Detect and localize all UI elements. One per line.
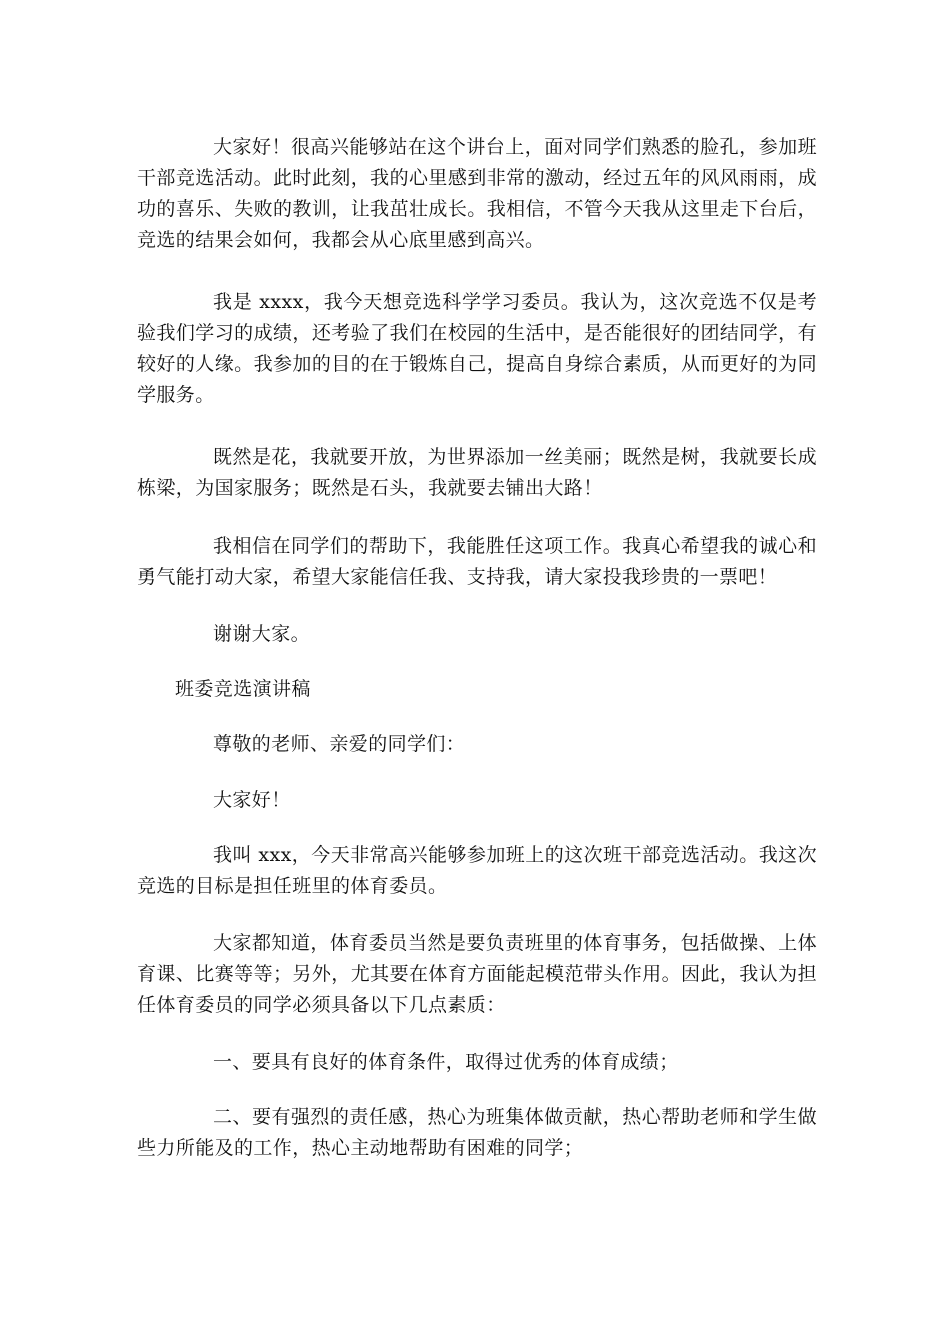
paragraph-greeting: 大家好！很高兴能够站在这个讲台上，面对同学们熟悉的脸孔，参加班干部竞选活动。此时此刻，我的心里感到非常的激动，经过五年的风风雨雨，成功的喜乐、失败的教训，让我茁壮成长。我相信，不管今天我从这里走下台后，竞选的结果会如何，我都会从心底里感到高兴。 [137, 136, 817, 251]
paragraph-self-introduction: 我叫 xxx，今天非常高兴能够参加班上的这次班干部竞选活动。我这次竞选的目标是担任班里的体育委员。 [137, 844, 817, 897]
paragraph-thanks: 谢谢大家。 [213, 623, 311, 645]
paragraph-metaphor: 既然是花，我就要开放，为世界添加一丝美丽；既然是树，我就要长成栋梁，为国家服务；既然是石头，我就要去铺出大路！ [137, 446, 817, 499]
paragraph-salutation: 尊敬的老师、亲爱的同学们： [213, 733, 466, 755]
paragraph-responsibilities: 大家都知道，体育委员当然是要负责班里的体育事务，包括做操、上体育课、比赛等等；另外，尤其要在体育方面能起模范带头作用。因此，我认为担任体育委员的同学必须具备以下几点素质： [137, 932, 817, 1016]
section-title: 班委竞选演讲稿 [175, 678, 311, 700]
paragraph-confidence: 我相信在同学们的帮助下，我能胜任这项工作。我真心希望我的诚心和勇气能打动大家，希望大家能信任我、支持我，请大家投我珍贵的一票吧！ [137, 535, 817, 588]
paragraph-point-one: 一、要具有良好的体育条件，取得过优秀的体育成绩； [213, 1051, 679, 1073]
paragraph-point-two: 二、要有强烈的责任感，热心为班集体做贡献，热心帮助老师和学生做些力所能及的工作，热心主动地帮助有困难的同学； [137, 1106, 817, 1159]
paragraph-introduction: 我是 xxxx，我今天想竞选科学学习委员。我认为，这次竞选不仅是考验我们学习的成绩，还考验了我们在校园的生活中，是否能很好的团结同学，有较好的人缘。我参加的目的在于锻炼自己，提高自身综合素质，从而更好的为同学服务。 [137, 291, 817, 406]
paragraph-hello: 大家好！ [213, 789, 291, 811]
